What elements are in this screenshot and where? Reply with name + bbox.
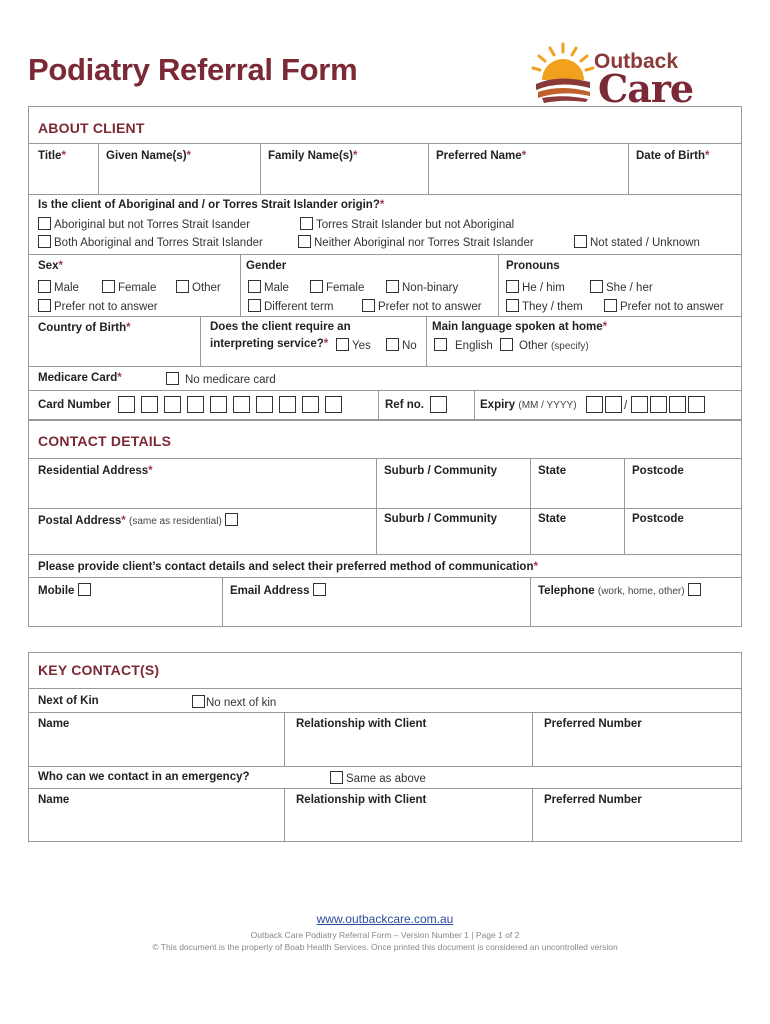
pronouns-label: Pronouns: [506, 260, 560, 272]
emergency-contact-question: Who can we contact in an emergency?: [38, 771, 250, 783]
origin-option-not-stated[interactable]: Not stated / Unknown: [574, 235, 700, 249]
checkbox[interactable]: [192, 695, 205, 708]
date-of-birth-field[interactable]: Date of Birth*: [636, 150, 710, 162]
mobile-field[interactable]: Mobile: [38, 583, 94, 597]
checkbox[interactable]: [225, 513, 238, 526]
digit-box[interactable]: [210, 396, 227, 413]
digit-box[interactable]: [650, 396, 667, 413]
checkbox[interactable]: [166, 372, 179, 385]
communication-question: Please provide client’s contact details and select their preferred method of communication*: [38, 561, 538, 573]
key-contacts-section: [28, 652, 742, 842]
digit-box[interactable]: [605, 396, 622, 413]
emergency-preferred-number-field[interactable]: Preferred Number: [544, 794, 642, 806]
checkbox[interactable]: [330, 771, 343, 784]
checkbox[interactable]: [386, 338, 399, 351]
checkbox[interactable]: [434, 338, 447, 351]
postal-state-field[interactable]: State: [538, 513, 567, 525]
footer-copyright: © This document is the property of Boab Health Services. Once printed this document is considered an uncontrolled version: [152, 942, 618, 952]
family-name-field[interactable]: Family Name(s)*: [268, 150, 358, 162]
interpreter-yes[interactable]: Yes: [336, 338, 371, 352]
residential-state-field[interactable]: State: [538, 465, 567, 477]
origin-option-aboriginal[interactable]: Aboriginal but not Torres Strait Isander: [38, 217, 250, 231]
checkbox[interactable]: [38, 280, 51, 293]
nok-relationship-field[interactable]: Relationship with Client: [296, 718, 427, 730]
checkbox[interactable]: [176, 280, 189, 293]
checkbox[interactable]: [300, 217, 313, 230]
checkbox[interactable]: [574, 235, 587, 248]
gender-label: Gender: [246, 260, 287, 272]
sex-option-male[interactable]: Male: [38, 280, 79, 294]
checkbox[interactable]: [38, 299, 51, 312]
postal-address-field[interactable]: Postal Address* (same as residential): [38, 513, 241, 527]
logo-text-care: Care: [598, 66, 694, 111]
checkbox[interactable]: [362, 299, 375, 312]
same-as-above-option[interactable]: Same as above: [330, 771, 426, 785]
sex-option-prefer-not[interactable]: Prefer not to answer: [38, 299, 158, 313]
digit-box[interactable]: [118, 396, 135, 413]
interpreter-no[interactable]: No: [386, 338, 417, 352]
checkbox[interactable]: [248, 299, 261, 312]
origin-question: Is the client of Aboriginal and / or Torres Strait Islander origin?*: [38, 199, 385, 211]
digit-box[interactable]: [233, 396, 250, 413]
checkbox[interactable]: [506, 280, 519, 293]
telephone-field[interactable]: Telephone (work, home, other): [538, 583, 704, 597]
next-of-kin-label: Next of Kin: [38, 695, 99, 707]
pronoun-option-she[interactable]: She / her: [590, 280, 653, 294]
digit-box[interactable]: [187, 396, 204, 413]
sex-option-female[interactable]: Female: [102, 280, 156, 294]
pronoun-option-he[interactable]: He / him: [506, 280, 565, 294]
preferred-name-field[interactable]: Preferred Name*: [436, 150, 527, 162]
digit-box[interactable]: [256, 396, 273, 413]
checkbox[interactable]: [313, 583, 326, 596]
footer-version: Outback Care Podiatry Referral Form – Version Number 1 | Page 1 of 2: [250, 930, 520, 940]
email-field[interactable]: Email Address: [230, 583, 329, 597]
nok-name-field[interactable]: Name: [38, 718, 70, 730]
form-title: Podiatry Referral Form: [28, 52, 358, 87]
gender-option-prefer-not[interactable]: Prefer not to answer: [362, 299, 482, 313]
digit-box[interactable]: [325, 396, 342, 413]
about-client-heading: ABOUT CLIENT: [38, 120, 145, 136]
checkbox[interactable]: [38, 235, 51, 248]
checkbox[interactable]: [386, 280, 399, 293]
title-field[interactable]: Title*: [38, 150, 66, 162]
language-other[interactable]: Other (specify): [500, 338, 589, 352]
expiry-label: Expiry (MM / YYYY): [480, 399, 577, 411]
digit-box[interactable]: [586, 396, 603, 413]
pronoun-option-they[interactable]: They / them: [506, 299, 583, 313]
interpreter-question-line1: Does the client require an: [210, 321, 351, 333]
postal-postcode-field[interactable]: Postcode: [632, 513, 684, 525]
checkbox[interactable]: [298, 235, 311, 248]
footer-website-link[interactable]: www.outbackcare.com.au: [316, 912, 454, 926]
gender-option-non-binary[interactable]: Non-binary: [386, 280, 458, 294]
key-contacts-heading: KEY CONTACT(S): [38, 662, 160, 678]
expiry-boxes[interactable]: /: [586, 396, 705, 414]
emergency-name-field[interactable]: Name: [38, 794, 70, 806]
checkbox[interactable]: [336, 338, 349, 351]
postal-suburb-field[interactable]: Suburb / Community: [384, 513, 498, 525]
checkbox[interactable]: [310, 280, 323, 293]
medicare-card-label: Medicare Card*: [38, 372, 122, 384]
checkbox[interactable]: [506, 299, 519, 312]
digit-box[interactable]: [279, 396, 296, 413]
ref-no-label: Ref no.: [385, 399, 424, 411]
residential-suburb-field[interactable]: Suburb / Community: [384, 465, 498, 477]
checkbox[interactable]: [102, 280, 115, 293]
checkbox[interactable]: [688, 583, 701, 596]
interpreter-question: interpreting service?*: [210, 338, 329, 350]
outback-care-logo: [528, 40, 708, 111]
no-next-of-kin-option[interactable]: No next of kin: [192, 695, 276, 709]
pronoun-option-prefer-not[interactable]: Prefer not to answer: [604, 299, 724, 313]
digit-box[interactable]: [688, 396, 705, 413]
logo-text-outback: Outback: [594, 50, 679, 73]
sex-option-other[interactable]: Other: [176, 280, 221, 294]
checkbox[interactable]: [500, 338, 513, 351]
gender-option-male[interactable]: Male: [248, 280, 289, 294]
origin-option-neither[interactable]: Neither Aboriginal nor Torres Strait Islander: [298, 235, 534, 249]
ref-no-box[interactable]: [430, 396, 447, 413]
language-english[interactable]: English: [434, 338, 493, 352]
gender-option-different[interactable]: Different term: [248, 299, 333, 313]
country-of-birth-field[interactable]: Country of Birth*: [38, 322, 131, 334]
checkbox[interactable]: [248, 280, 261, 293]
no-medicare-option[interactable]: No medicare card: [166, 372, 276, 386]
checkbox[interactable]: [604, 299, 617, 312]
card-number-label: Card Number: [38, 399, 111, 411]
gender-option-female[interactable]: Female: [310, 280, 364, 294]
digit-box[interactable]: [669, 396, 686, 413]
language-label: Main language spoken at home*: [432, 321, 608, 333]
checkbox[interactable]: [38, 217, 51, 230]
digit-box[interactable]: [631, 396, 648, 413]
sun-icon: [528, 40, 598, 106]
origin-option-torres[interactable]: Torres Strait Islander but not Aboriginal: [300, 217, 514, 231]
given-name-field[interactable]: Given Name(s)*: [106, 150, 192, 162]
digit-box[interactable]: [302, 396, 319, 413]
checkbox[interactable]: [590, 280, 603, 293]
contact-details-heading: CONTACT DETAILS: [38, 433, 172, 449]
residential-postcode-field[interactable]: Postcode: [632, 465, 684, 477]
residential-address-field[interactable]: Residential Address*: [38, 465, 153, 477]
nok-preferred-number-field[interactable]: Preferred Number: [544, 718, 642, 730]
sex-label: Sex*: [38, 260, 63, 272]
digit-box[interactable]: [164, 396, 181, 413]
card-number-boxes[interactable]: [118, 396, 348, 414]
origin-option-both[interactable]: Both Aboriginal and Torres Strait Islander: [38, 235, 263, 249]
emergency-relationship-field[interactable]: Relationship with Client: [296, 794, 427, 806]
checkbox[interactable]: [78, 583, 91, 596]
digit-box[interactable]: [141, 396, 158, 413]
